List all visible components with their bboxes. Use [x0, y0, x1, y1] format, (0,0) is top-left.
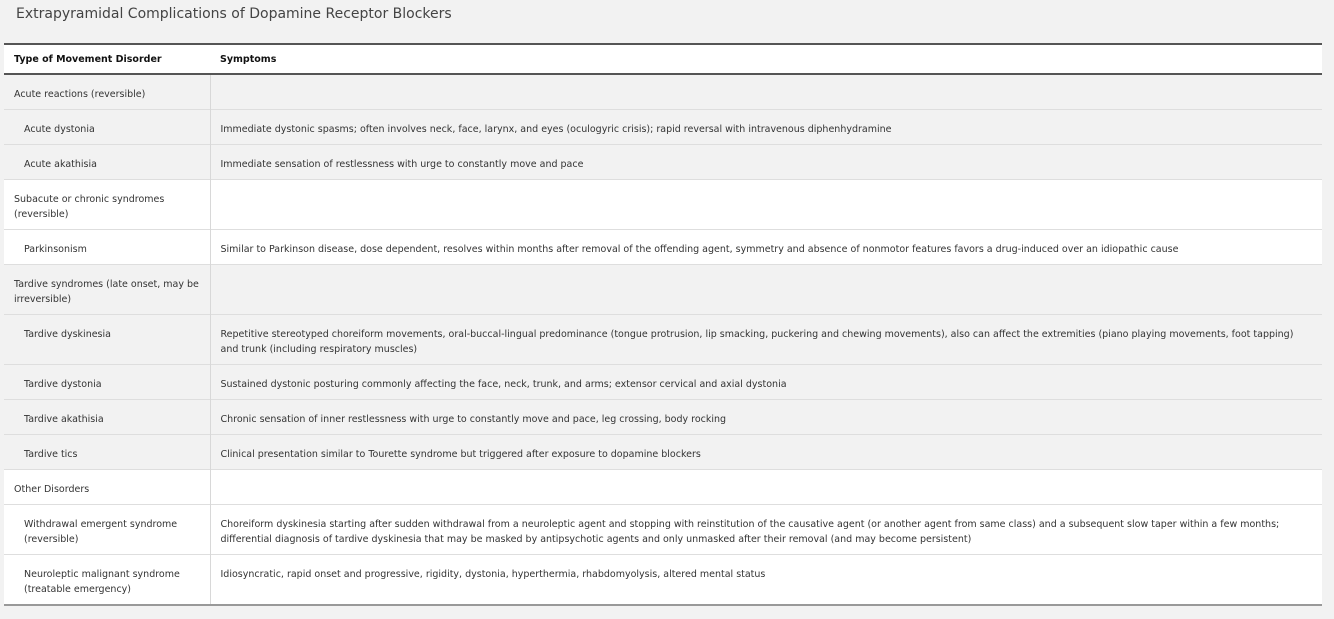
row-symptoms-cell: Clinical presentation similar to Tourette syndrome but triggered after exposure to dopamine blockers: [220, 448, 701, 460]
table-row: [4, 364, 1322, 399]
table-row: [4, 264, 1322, 314]
row-type-cell: Acute reactions (reversible): [14, 89, 146, 100]
row-symptoms-cell: Immediate sensation of restlessness with urge to constantly move and pace: [220, 158, 584, 170]
table-row: [4, 314, 1322, 364]
table-row: [4, 504, 1322, 554]
table-row: [4, 109, 1322, 144]
row-type-cell: Withdrawal emergent syndrome (reversible): [24, 518, 178, 545]
row-symptoms-cell: Similar to Parkinson disease, dose dependent, resolves within months after removal of the offending agent, symmetry and absence of nonmotor features favors a drug-induced over an idiopathic cause: [220, 243, 1179, 255]
row-type-cell: Acute dystonia: [24, 123, 95, 135]
row-type-cell: Neuroleptic malignant syndrome (treatable emergency): [24, 568, 180, 595]
table-row: [4, 399, 1322, 434]
row-type-cell: Tardive dystonia: [24, 378, 102, 390]
row-symptoms-cell: Sustained dystonic posturing commonly affecting the face, neck, trunk, and arms; extensor cervical and axial dystonia: [220, 378, 787, 390]
table-header: [4, 45, 1322, 74]
row-symptoms-cell: [221, 75, 1313, 93]
table-row: [4, 229, 1322, 264]
table-row: [4, 179, 1322, 229]
row-symptoms-cell: Idiosyncratic, rapid onset and progressive, rigidity, dystonia, hyperthermia, rhabdomyolysis, altered mental status: [220, 568, 766, 580]
row-type-cell: Tardive dyskinesia: [24, 328, 111, 340]
table-container: [4, 43, 1322, 606]
row-type-cell: Other Disorders: [14, 483, 90, 495]
disorders-table: [4, 45, 1322, 604]
row-symptoms-cell: Chronic sensation of inner restlessness with urge to constantly move and pace, leg crossing, body rocking: [220, 413, 727, 425]
row-symptoms-cell: [221, 180, 1313, 198]
table-body: [4, 74, 1322, 604]
page-title: Extrapyramidal Complications of Dopamine Receptor Blockers: [16, 6, 452, 22]
column-header-symptoms: Symptoms: [210, 45, 1322, 74]
row-type-cell: Parkinsonism: [24, 243, 87, 255]
table-row: [4, 469, 1322, 504]
table-row: [4, 74, 1322, 109]
table-row: [4, 144, 1322, 179]
row-type-cell: Tardive tics: [24, 448, 78, 460]
row-symptoms-cell: [221, 265, 1313, 283]
row-symptoms-cell: Immediate dystonic spasms; often involves neck, face, larynx, and eyes (oculogyric crisis); rapid reversal with intravenous diphenhydramine: [220, 123, 892, 135]
row-type-cell: Subacute or chronic syndromes (reversible): [14, 193, 165, 220]
table-row: [4, 554, 1322, 604]
row-type-cell: Tardive akathisia: [24, 413, 104, 425]
row-symptoms-cell: [221, 470, 1313, 488]
column-header-type: Type of Movement Disorder: [4, 45, 210, 74]
table-row: [4, 434, 1322, 469]
row-type-cell: Acute akathisia: [24, 158, 97, 170]
header-row: [4, 45, 1322, 74]
row-symptoms-cell: Choreiform dyskinesia starting after sudden withdrawal from a neuroleptic agent and stopping with reinstitution of the causative agent (or another agent from same class) and a subsequent slow taper within a few months; differential diagnosis of tardive dyskinesia that may be masked by antipsychotic agents and only unmasked after their removal (and may become persistent): [220, 518, 1280, 545]
row-type-cell: Tardive syndromes (late onset, may be irreversible): [14, 278, 199, 305]
row-symptoms-cell: Repetitive stereotyped choreiform movements, oral-buccal-lingual predominance (tongue protrusion, lip smacking, puckering and chewing movements), also can affect the extremities (piano playing movements, foot tapping) and trunk (including respiratory muscles): [220, 328, 1294, 355]
